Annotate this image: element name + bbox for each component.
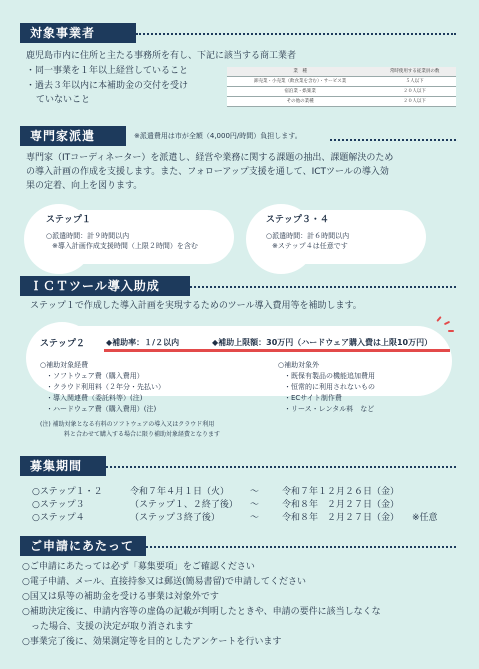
eligibility-text: 鹿児島市内に住所と主たる事務所を有し、下記に該当する商工業者	[26, 51, 297, 61]
ict-text: ステップ１で作成した導入計画を実現するためのツール導入費用等を補助します。	[30, 301, 362, 311]
ineligible-list: ○補助対象外 ・既保有製品の機能追加費用 ・恒常的に利用されないもの ・ECサイト制作費 ・リース・レンタル料 など	[278, 361, 375, 413]
divider	[106, 466, 456, 468]
eligibility-text: ていないこと	[36, 95, 91, 105]
step1-title: ステップ１	[46, 215, 91, 225]
notes-list	[22, 560, 381, 650]
dispatch-note: ※派遣費用は市が全額（4,000円/時間）負担します。	[134, 132, 302, 140]
table-header: 常時使用する従業員の数	[373, 67, 456, 77]
accent-mark	[448, 330, 454, 332]
eligibility-text: ・過去３年以内に本補助金の交付を受け	[26, 81, 189, 91]
step34-title: ステップ３・４	[266, 215, 329, 225]
divider	[190, 286, 456, 288]
step34-text: ○派遣時間：計６時間以内	[266, 232, 350, 240]
list-item: ○事業完了後に、効果測定等を目的としたアンケートを行います	[22, 637, 282, 647]
highlight-underline	[104, 349, 450, 352]
step34-text: ※ステップ４は任意です	[272, 242, 348, 250]
dispatch-text: の導入計画の作成を支援します。また、フォローアップ支援を通して、ICTツールの導入効	[26, 167, 389, 177]
step1-text: ○派遣時間：計９時間以内	[46, 232, 130, 240]
step2-title: ステップ２	[40, 339, 85, 349]
section-header-eligibility: 対象事業者	[20, 23, 136, 43]
section-header-application-notes: ご申請にあたって	[20, 536, 146, 556]
eligibility-text: ・同一事業を１年以上経営していること	[26, 66, 189, 76]
list-item: ○ご申請にあたっては必ず「募集要項」をご確認ください	[22, 562, 255, 572]
divider	[330, 139, 456, 141]
accent-mark	[444, 321, 450, 325]
section-header-ict-subsidy: ＩＣＴツール導入助成	[20, 276, 190, 296]
accent-mark	[436, 316, 441, 322]
subsidy-footnote: 料と合わせて購入する場合に限り補助対象経費となります	[64, 431, 221, 438]
dispatch-text: 果の定着、向上を図ります。	[26, 181, 143, 191]
list-item: ○国又は県等の補助金を受ける事業は対象外です	[22, 592, 219, 602]
table-row: 宿泊業・娯楽業 ２０人以下	[227, 87, 456, 97]
list-item: った場合、支援の決定が取り消されます	[22, 622, 194, 632]
section-header-application-period: 募集期間	[20, 456, 106, 476]
divider	[136, 33, 456, 35]
table-header: 業 種	[227, 67, 373, 77]
employee-table	[227, 67, 456, 107]
step1-text: ※導入計画作成支援時間（上限２時間）を含む	[52, 242, 198, 250]
list-item: ○電子申請、メール、直接持参又は郵送(簡易書留)で申請してください	[22, 577, 306, 587]
subsidy-rate: ◆補助率：１/２以内	[106, 338, 180, 347]
table-row: 卸売業・小売業（飲食業を含む）・サービス業 ５人以下	[227, 77, 456, 87]
subsidy-footnote: (注) 補助対象となる有料のソフトウェアの導入又はクラウド利用	[40, 421, 215, 428]
section-header-expert-dispatch: 専門家派遣	[20, 126, 126, 146]
list-item: ○補助決定後に、申請内容等の虚偽の記載が判明したときや、申請の要件に該当しなくな	[22, 607, 381, 617]
subsidy-limit: ◆補助上限額：30万円（ハードウェア購入費は上限10万円）	[212, 338, 433, 347]
eligible-list: ○補助対象経費 ・ソフトウェア費（購入費用） ・クラウド利用料（２年分・先払い） ・導入関連費（委託料等）(注) ・ハードウェア費（購入費用）(注)	[40, 361, 165, 413]
dispatch-text: 専門家（ITコーディネーター）を派遣し、経営や業務に関する課題の抽出、課題解決のため	[26, 153, 394, 163]
table-row: その他の業種 ２０人以下	[227, 97, 456, 107]
divider	[146, 546, 456, 548]
